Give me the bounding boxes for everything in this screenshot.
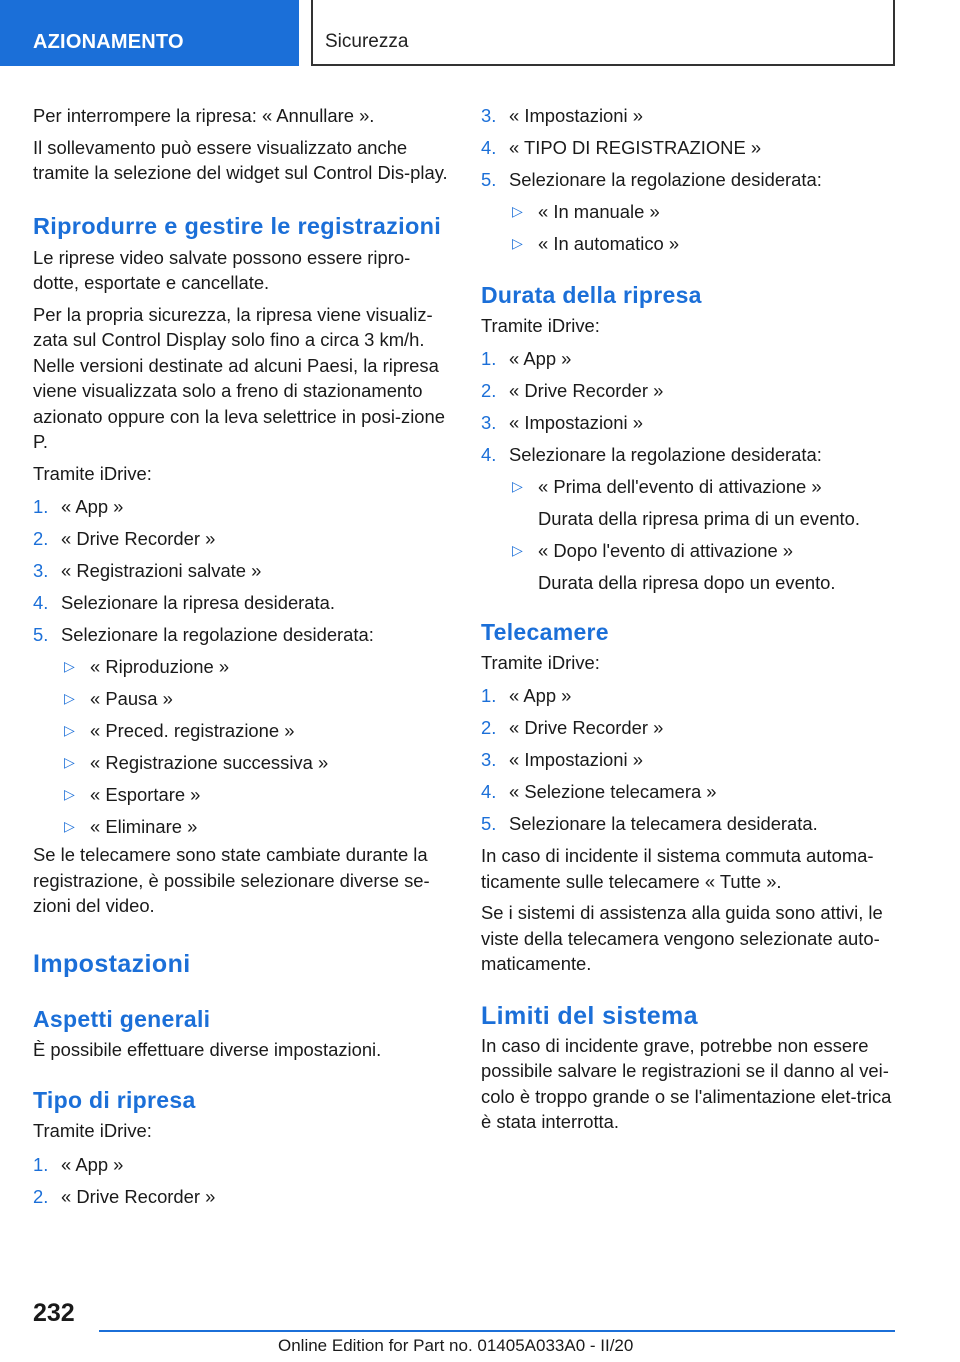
paragraph: In caso di incidente il sistema commuta automa-ticamente sulle telecamere « Tutte ». (481, 845, 874, 892)
paragraph: Tramite iDrive: (33, 1120, 152, 1141)
heading-telecamere: Telecamere (481, 618, 609, 645)
paragraph: Se i sistemi di assistenza alla guida sono attivi, le viste della telecamera vengono selezionate auto-maticamente. (481, 902, 883, 974)
steps-list (481, 103, 896, 257)
bullet-list (509, 199, 896, 257)
bullet-item: ▷ « Riproduzione » (61, 654, 448, 680)
step-item: 3. « Impostazioni » (481, 412, 643, 433)
heading-impostazioni: Impostazioni (33, 949, 191, 978)
bullet-item: ▷ « Dopo l'evento di attivazione » Durata della ripresa dopo un evento. (512, 540, 836, 593)
paragraph: Per interrompere la ripresa: « Annullare ». (33, 105, 375, 126)
page-header-title: Sicurezza (311, 0, 895, 66)
paragraph: Tramite iDrive: (481, 314, 600, 336)
heading-riprodurre: Riprodurre e gestire le registrazioni (33, 212, 442, 239)
step-item: 1. « App » (33, 1153, 124, 1175)
triangle-bullet-icon: ▷ (512, 235, 523, 251)
step-item: 1. « App » (33, 496, 124, 517)
bullet-list (61, 654, 448, 840)
bullet-item: ▷ « Pausa » (61, 686, 448, 712)
step-item: 5. Selezionare la regolazione desiderata: ▷ « In manuale » ▷ « In automatico » (481, 167, 896, 257)
bullet-item: ▷ « Eliminare » (61, 814, 448, 840)
section-tab: AZIONAMENTO (0, 0, 299, 66)
step-item: 3. « Registrazioni salvate » (33, 560, 262, 581)
step-item: 2. « Drive Recorder » (33, 528, 216, 549)
page-number: 232 (33, 1299, 75, 1327)
heading-durata: Durata della ripresa (481, 281, 702, 308)
heading-limiti: Limiti del sistema (481, 1001, 698, 1030)
bullet-item: ▷ « Preced. registrazione » (61, 718, 448, 744)
step-item: 4. « TIPO DI REGISTRAZIONE » (481, 137, 762, 158)
steps-list (33, 1152, 448, 1210)
triangle-bullet-icon: ▷ (64, 818, 75, 834)
step-item: 3. « Impostazioni » (481, 105, 643, 126)
right-column (481, 103, 896, 1141)
step-item: 4. « Selezione telecamera » (481, 781, 717, 802)
bullet-item: ▷ « Esportare » (61, 782, 448, 808)
paragraph: Tramite iDrive: (481, 651, 600, 673)
bullet-list (509, 474, 896, 596)
step-item: 5. Selezionare la telecamera desiderata. (481, 813, 818, 834)
left-column (33, 103, 448, 1216)
bullet-item: ▷ « In automatico » (509, 231, 896, 257)
paragraph: Le riprese video salvate possono essere ripro-dotte, esportate e cancellate. (33, 246, 411, 293)
footer-divider (99, 1330, 895, 1332)
triangle-bullet-icon: ▷ (64, 722, 75, 738)
triangle-bullet-icon: ▷ (512, 542, 523, 558)
steps-list (33, 494, 448, 840)
step-item: 4. Selezionare la regolazione desiderata: ▷ « Prima dell'evento di attivazione » Durata della ripresa prima di un evento. ▷ « Dopo l'evento di attivazione » Durata della ripresa dopo un evento. (481, 442, 896, 596)
step-item: 5. Selezionare la regolazione desiderata: ▷ « Riproduzione » ▷ « Pausa » ▷ « Preced. registrazione » ▷ « Registrazione successiva » ▷ « Esportare » ▷ « Eliminare » (33, 622, 448, 840)
step-item: 2. « Drive Recorder » (33, 1185, 216, 1207)
triangle-bullet-icon: ▷ (64, 786, 75, 802)
paragraph: In caso di incidente grave, potrebbe non essere possibile salvare le registrazioni se il danno al vei-colo è troppo grande o se l'alimentazione elet-trica è stata interrotta. (481, 1034, 892, 1132)
triangle-bullet-icon: ▷ (512, 478, 523, 494)
footer-edition: Online Edition for Part no. 01405A033A0 - II/20 (278, 1336, 634, 1355)
step-item: 1. « App » (481, 685, 572, 706)
triangle-bullet-icon: ▷ (64, 690, 75, 706)
heading-aspetti-generali: Aspetti generali (33, 1005, 211, 1032)
triangle-bullet-icon: ▷ (64, 754, 75, 770)
step-item: 3. « Impostazioni » (481, 749, 643, 770)
step-item: 4. Selezionare la ripresa desiderata. (33, 592, 335, 613)
steps-list (481, 683, 896, 837)
heading-tipo-ripresa: Tipo di ripresa (33, 1087, 196, 1113)
step-item: 2. « Drive Recorder » (481, 717, 664, 738)
bullet-item: ▷ « Prima dell'evento di attivazione » Durata della ripresa prima di un evento. (512, 476, 861, 529)
step-item: 1. « App » (481, 348, 572, 369)
paragraph: Se le telecamere sono state cambiate durante la registrazione, è possibile selezionare diverse se-zioni del video. (33, 844, 430, 916)
steps-list (481, 346, 896, 596)
paragraph: È possibile effettuare diverse impostazioni. (33, 1038, 382, 1060)
bullet-item: ▷ « In manuale » (509, 199, 896, 225)
paragraph: Per la propria sicurezza, la ripresa viene visualiz-zata sul Control Display solo fino a circa 3 km/h. Nelle versioni destinate ad alcuni Paesi, la ripresa viene visualizzata solo a freno di stazionamento azionato oppure con la leva selettrice in posi-zione P. (33, 303, 445, 452)
triangle-bullet-icon: ▷ (512, 203, 523, 219)
paragraph: Tramite iDrive: (33, 462, 152, 484)
step-item: 2. « Drive Recorder » (481, 380, 664, 401)
paragraph: Il sollevamento può essere visualizzato anche tramite la selezione del widget sul Control Dis-play. (33, 136, 448, 183)
bullet-item: ▷ « Registrazione successiva » (61, 750, 448, 776)
triangle-bullet-icon: ▷ (64, 658, 75, 674)
